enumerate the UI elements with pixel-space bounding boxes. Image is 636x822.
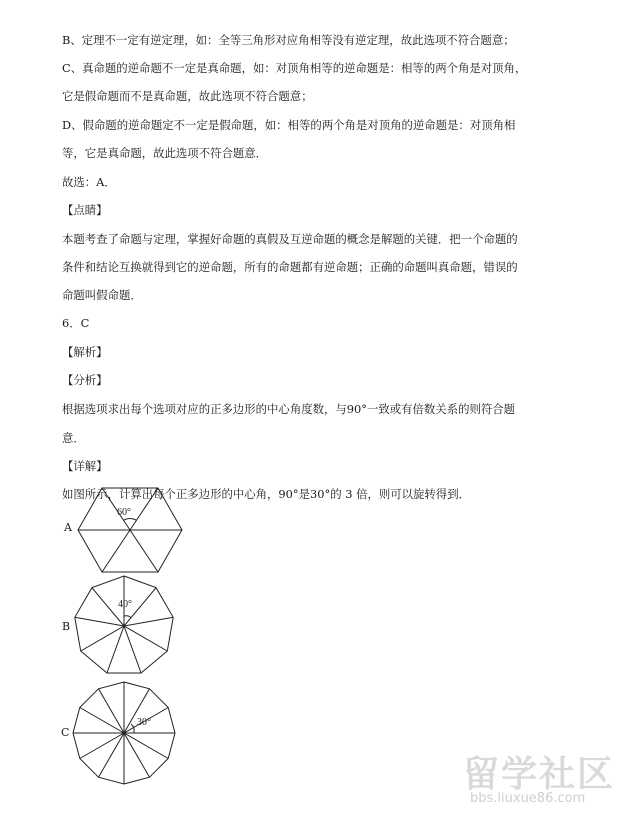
watermark-url: bbs.liuxue86.com	[470, 791, 586, 806]
section-heading-xiangjie: 【详解】	[62, 459, 108, 473]
section-heading-dianjing: 【点睛】	[62, 203, 108, 217]
hexagon-figure	[74, 480, 184, 580]
figure-a-label: A	[64, 521, 72, 534]
dodecagon-angle-label: 30°	[137, 717, 151, 728]
text-line-option-b: B、定理不一定有逆定理，如：全等三角形对应角相等没有逆定理，故此选项不符合题意；	[62, 33, 515, 47]
text-line-summary-2: 条件和结论互换就得到它的逆命题，所有的命题都有逆命题；正确的命题叫真命题，错误的	[62, 260, 518, 274]
text-line-summary-1: 本题考查了命题与定理，掌握好命题的真假及互逆命题的概念是解题的关键．把一个命题的	[62, 232, 518, 246]
hexagon-angle-label: 60°	[117, 507, 131, 518]
text-line-option-d-cont: 等，它是真命题，故此选项不符合题意．	[62, 146, 268, 160]
text-line-detail: 如图所示，计算出每个正多边形的中心角，90°是30°的 3 倍，则可以旋转得到．	[62, 487, 470, 501]
watermark-brand: 留学社区	[463, 754, 616, 795]
answer-line: 故选：A．	[62, 175, 116, 189]
text-line-option-c-cont: 它是假命题而不是真命题，故此选项不符合题意；	[62, 89, 313, 103]
section-heading-jiexi: 【解析】	[62, 345, 108, 359]
nonagon-figure	[72, 574, 176, 678]
figure-b-label: B	[62, 620, 71, 633]
question-number: 6．C	[62, 316, 90, 330]
text-line-analysis-1: 根据选项求出每个选项对应的正多边形的中心角度数，与90°一致或有倍数关系的则符合题	[62, 402, 516, 416]
text-line-option-d: D、假命题的逆命题定不一定是假命题，如：相等的两个角是对顶角的逆命题是：对顶角相	[62, 118, 516, 132]
text-line-summary-3: 命题叫假命题．	[62, 288, 142, 302]
text-line-option-c: C、真命题的逆命题不一定是真命题，如：对顶角相等的逆命题是：相等的两个角是对顶角，	[62, 61, 527, 75]
figure-c-label: C	[61, 726, 70, 739]
text-line-analysis-2: 意．	[62, 431, 85, 445]
section-heading-fenxi: 【分析】	[62, 373, 108, 387]
dodecagon-figure	[71, 680, 177, 786]
nonagon-angle-label: 40°	[118, 599, 132, 610]
